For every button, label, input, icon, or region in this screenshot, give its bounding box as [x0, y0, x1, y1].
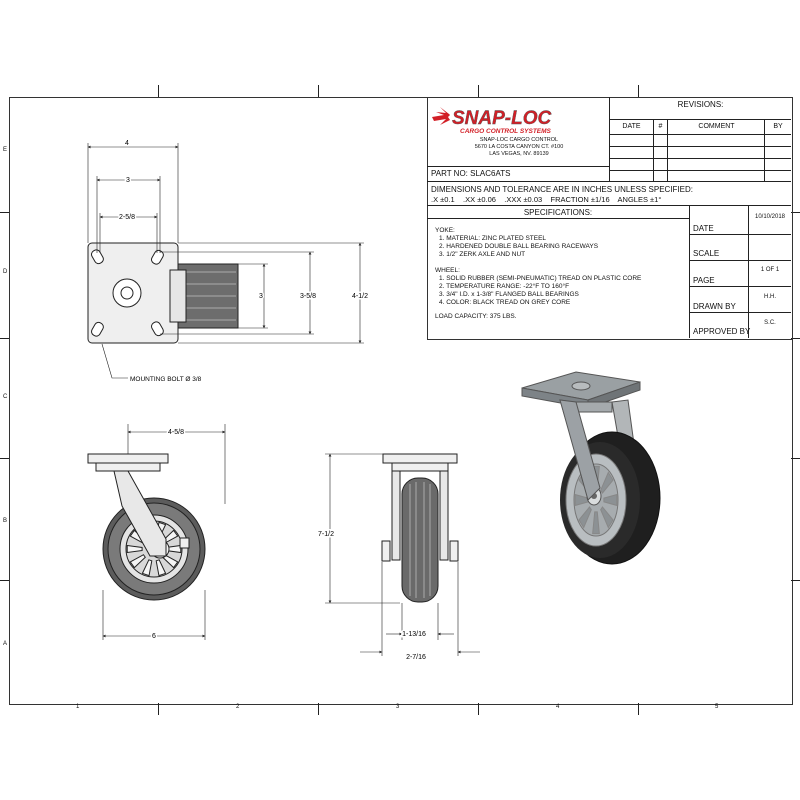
isometric-caster — [522, 372, 660, 564]
load-capacity: LOAD CAPACITY: 375 LBS. — [435, 313, 517, 320]
tolerance-heading: DIMENSIONS AND TOLERANCE ARE IN INCHES UNLESS SPECIFIED: — [431, 185, 693, 194]
yoke-item: 1. MATERIAL: ZINC PLATED STEEL — [439, 235, 547, 242]
drawn-by-value: H.H. — [764, 294, 776, 300]
col-marker-4: 4 — [556, 704, 560, 710]
date-label: DATE — [693, 224, 714, 233]
tolerance-values: .X ±0.1 .XX ±0.06 .XXX ±0.03 FRACTION ±1/16 ANGLES ±1° — [431, 195, 662, 204]
wheel-item: 3. 3/4" I.D. x 1-3/8" FLANGED BALL BEARINGS — [439, 291, 579, 298]
dim-swivel-offset: 4-5/8 — [168, 429, 184, 436]
wheel-item: 2. TEMPERATURE RANGE: -22°F TO 160°F — [439, 283, 570, 290]
logo-text: SNAP-LOC — [452, 108, 552, 129]
revisions-col-number: # — [658, 123, 663, 130]
wheel-item: 4. COLOR: BLACK TREAD ON GREY CORE — [439, 299, 571, 306]
side-view — [88, 424, 225, 640]
company-name: SNAP-LOC CARGO CONTROL — [479, 137, 559, 143]
dim-bolt-spacing-long: 3 — [126, 177, 130, 184]
page-label: PAGE — [693, 276, 715, 285]
yoke-item: 2. HARDENED DOUBLE BALL BEARING RACEWAYS — [439, 243, 599, 250]
front-view — [318, 454, 480, 661]
part-number: PART NO: SLAC6ATS — [431, 169, 511, 178]
col-marker-3: 3 — [396, 704, 400, 710]
drawn-by-label: DRAWN BY — [693, 302, 736, 311]
yoke-item: 3. 1/2" ZERK AXLE AND NUT — [439, 251, 526, 258]
company-address-2: LAS VEGAS, NV. 89139 — [489, 151, 549, 157]
specifications-title: SPECIFICATIONS: — [523, 208, 593, 217]
kingpin-inner — [121, 287, 133, 299]
dim-bolt-height: 3 — [259, 293, 263, 300]
wheel-item: 1. SOLID RUBBER (SEMI-PNEUMATIC) TREAD ON PLASTIC CORE — [439, 275, 642, 282]
revisions-col-date: DATE — [622, 123, 641, 130]
revisions-col-comment: COMMENT — [698, 123, 735, 130]
revisions-title: REVISIONS: — [677, 100, 724, 109]
approved-by-value: S.C. — [764, 320, 776, 326]
logo-subtext: CARGO CONTROL SYSTEMS — [460, 128, 551, 135]
dim-wheel-diameter: 6 — [152, 633, 156, 640]
dim-slot-height: 3-5/8 — [300, 293, 316, 300]
yoke-heading: YOKE: — [435, 227, 455, 234]
row-marker-left-d: D — [3, 269, 8, 275]
dim-plate-width: 4 — [125, 140, 129, 147]
row-marker-left-e: E — [3, 147, 8, 153]
scale-label: SCALE — [693, 249, 720, 258]
dim-overall-height: 7-1/2 — [318, 531, 334, 538]
dim-tread-width: 1-13/16 — [402, 631, 426, 638]
row-marker-left-b: B — [3, 518, 8, 524]
revisions-col-by: BY — [773, 123, 783, 130]
dim-hub-length: 2-7/16 — [406, 654, 426, 661]
page-value: 1 OF 1 — [760, 267, 780, 273]
dim-bolt-spacing-short: 2-5/8 — [119, 214, 135, 221]
dim-plate-height: 4-1/2 — [352, 293, 368, 300]
company-address-1: 5670 LA COSTA CANYON CT. #100 — [474, 144, 564, 150]
row-marker-left-a: A — [3, 641, 8, 647]
approved-by-label: APPROVED BY — [693, 327, 751, 336]
wheel-heading: WHEEL: — [435, 267, 460, 274]
col-marker-5: 5 — [715, 704, 719, 710]
date-value: 10/10/2018 — [754, 214, 786, 220]
mounting-bolt-callout: MOUNTING BOLT Ø 3/8 — [130, 376, 202, 383]
row-marker-left-c: C — [3, 394, 8, 400]
col-marker-1: 1 — [76, 704, 80, 710]
col-marker-2: 2 — [236, 704, 240, 710]
